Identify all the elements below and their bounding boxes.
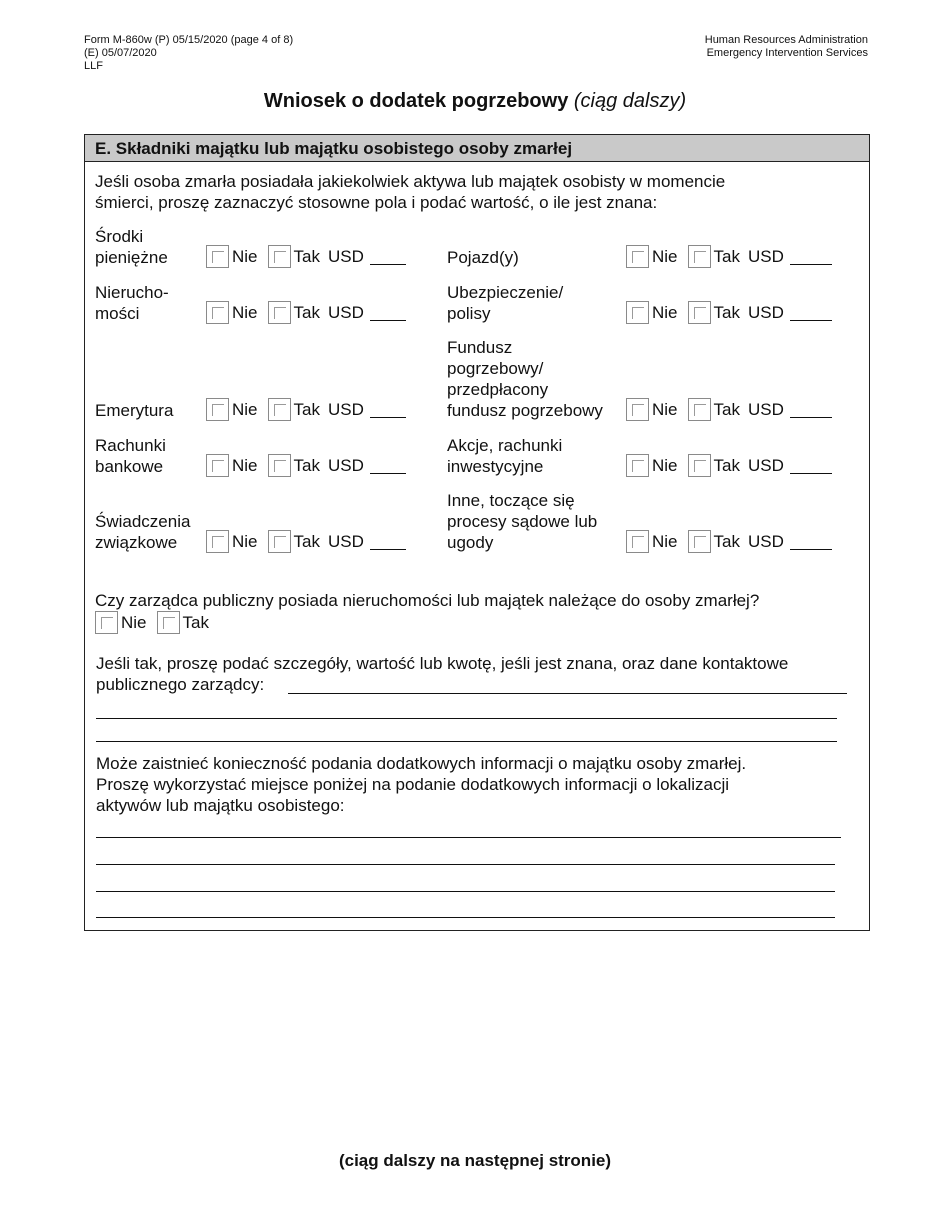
asset-label-union-benefits: Świadczenia związkowe	[95, 512, 191, 552]
checkbox-insurance-no[interactable]	[626, 301, 649, 324]
checkbox-public-admin-no[interactable]	[95, 611, 118, 634]
checkbox-bank-accounts-no[interactable]	[206, 454, 229, 477]
form-language-code: LLF	[84, 60, 103, 72]
asset-label-funeral-fund: Fundusz pogrzebowy/ przedpłacony fundusz pogrzebowy	[447, 338, 603, 420]
public-admin-options: Nie Tak	[95, 611, 209, 634]
checkbox-pension-yes[interactable]	[268, 398, 291, 421]
asset-label-cash: Środki pieniężne	[95, 227, 168, 267]
checkbox-other-litigation-yes[interactable]	[688, 530, 711, 553]
details-input-line-1[interactable]	[288, 693, 847, 694]
additional-info-line-2[interactable]	[96, 864, 835, 865]
checkbox-union-benefits-no[interactable]	[206, 530, 229, 553]
asset-options-cash: Nie Tak USD	[206, 245, 406, 268]
page-title-main: Wniosek o dodatek pogrzebowy	[263, 90, 569, 112]
asset-options-real-estate: Nie Tak USD	[206, 301, 406, 324]
details-input-line-3[interactable]	[96, 741, 837, 742]
asset-label-real-estate: Nierucho- mości	[95, 283, 169, 323]
asset-label-pension: Emerytura	[95, 401, 174, 420]
checkbox-funeral-fund-yes[interactable]	[688, 398, 711, 421]
form-identifier	[84, 34, 293, 73]
asset-options-bank-accounts: Nie Tak USD	[206, 454, 406, 477]
form-english-date: (E) 05/07/2020	[84, 47, 157, 59]
additional-info-line-1[interactable]	[96, 837, 841, 838]
asset-options-other-litigation: Nie Tak USD	[626, 530, 832, 553]
agency-name	[705, 34, 868, 60]
section-heading: E. Składniki majątku lub majątku osobistego osoby zmarłej	[85, 135, 869, 162]
asset-options-union-benefits: Nie Tak USD	[206, 530, 406, 553]
amount-field-other-litigation[interactable]	[790, 534, 832, 550]
section-e-box	[84, 134, 870, 931]
checkbox-cash-yes[interactable]	[268, 245, 291, 268]
checkbox-vehicles-yes[interactable]	[688, 245, 711, 268]
checkbox-pension-no[interactable]	[206, 398, 229, 421]
amount-field-insurance[interactable]	[790, 305, 832, 321]
asset-options-pension: Nie Tak USD	[206, 398, 406, 421]
asset-label-other-litigation: Inne, toczące się procesy sądowe lub ugody	[447, 491, 598, 552]
asset-label-insurance: Ubezpieczenie/ polisy	[447, 283, 564, 323]
checkbox-bank-accounts-yes[interactable]	[268, 454, 291, 477]
amount-field-bank-accounts[interactable]	[370, 458, 406, 474]
asset-label-bank-accounts: Rachunki bankowe	[95, 436, 166, 476]
checkbox-real-estate-yes[interactable]	[268, 301, 291, 324]
details-prompt: Jeśli tak, proszę podać szczegóły, wartość lub kwotę, jeśli jest znana, oraz dane kontaktowe publicznego zarządcy:	[96, 654, 789, 694]
page-title	[0, 90, 950, 113]
asset-options-vehicles: Nie Tak USD	[626, 245, 832, 268]
public-admin-question: Czy zarządca publiczny posiada nieruchomości lub majątek należące do osoby zmarłej?	[95, 591, 760, 610]
amount-field-cash[interactable]	[370, 249, 406, 265]
amount-field-real-estate[interactable]	[370, 305, 406, 321]
checkbox-investments-yes[interactable]	[688, 454, 711, 477]
amount-field-union-benefits[interactable]	[370, 534, 406, 550]
asset-options-insurance: Nie Tak USD	[626, 301, 832, 324]
asset-label-investments: Akcje, rachunki inwestycyjne	[447, 436, 563, 476]
agency-line-2: Emergency Intervention Services	[706, 47, 868, 59]
amount-field-pension[interactable]	[370, 402, 406, 418]
additional-info-line-4[interactable]	[96, 917, 835, 918]
amount-field-funeral-fund[interactable]	[790, 402, 832, 418]
page-title-sub: (ciąg dalszy)	[573, 90, 687, 112]
additional-info-line-3[interactable]	[96, 891, 835, 892]
asset-options-investments: Nie Tak USD	[626, 454, 832, 477]
checkbox-public-admin-yes[interactable]	[157, 611, 180, 634]
amount-field-vehicles[interactable]	[790, 249, 832, 265]
section-intro: Jeśli osoba zmarła posiadała jakiekolwiek aktywa lub majątek osobisty w momencie śmierci, proszę zaznaczyć stosowne pola i podać wartość, o ile jest znana:	[95, 172, 726, 212]
checkbox-insurance-yes[interactable]	[688, 301, 711, 324]
asset-label-vehicles: Pojazd(y)	[447, 248, 519, 267]
asset-options-funeral-fund: Nie Tak USD	[626, 398, 832, 421]
additional-info-prompt: Może zaistnieć konieczność podania dodatkowych informacji o majątku osoby zmarłej. Proszę wykorzystać miejsce poniżej na podanie dodatkowych informacji o lokalizacji aktywów lub majątku osobistego:	[96, 754, 747, 815]
agency-line-1: Human Resources Administration	[704, 34, 868, 46]
checkbox-union-benefits-yes[interactable]	[268, 530, 291, 553]
continued-notice: (ciąg dalszy na następnej stronie)	[338, 1151, 612, 1170]
amount-field-investments[interactable]	[790, 458, 832, 474]
checkbox-real-estate-no[interactable]	[206, 301, 229, 324]
checkbox-investments-no[interactable]	[626, 454, 649, 477]
checkbox-funeral-fund-no[interactable]	[626, 398, 649, 421]
form-number: Form M-860w (P) 05/15/2020 (page 4 of 8)	[84, 34, 294, 46]
checkbox-vehicles-no[interactable]	[626, 245, 649, 268]
checkbox-other-litigation-no[interactable]	[626, 530, 649, 553]
checkbox-cash-no[interactable]	[206, 245, 229, 268]
details-input-line-2[interactable]	[96, 718, 837, 719]
